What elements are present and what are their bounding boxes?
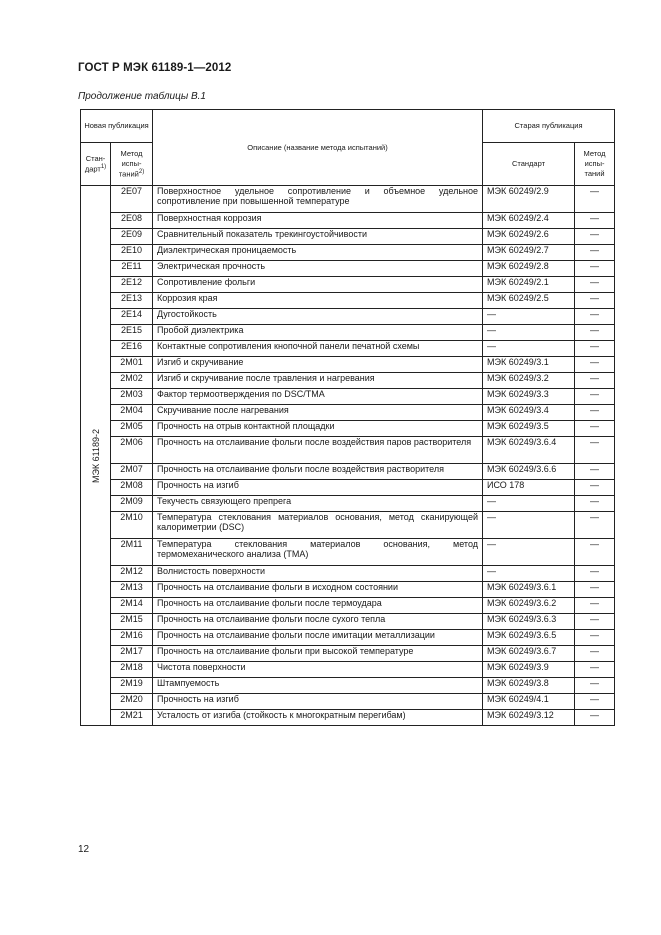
old-standard: МЭК 60249/3.9 [483,662,575,678]
method-code: 2M06 [111,437,153,464]
method-code: 2M08 [111,480,153,496]
old-method: — [575,389,615,405]
method-code: 2M20 [111,694,153,710]
description: Изгиб и скручивание после травления и нагревания [153,373,483,389]
old-standard: МЭК 60249/3.6.6 [483,464,575,480]
header-new-publication: Новая публикация [81,110,153,143]
method-code: 2M11 [111,539,153,566]
old-standard: МЭК 60249/3.1 [483,357,575,373]
method-code: 2M12 [111,566,153,582]
old-standard: МЭК 60249/3.4 [483,405,575,421]
table-row [81,512,615,539]
description: Дугостойкость [153,309,483,325]
old-standard: МЭК 60249/3.6.5 [483,630,575,646]
old-method: — [575,480,615,496]
table-row [81,341,615,357]
description: Прочность на отслаивание фольги после имитации металлизации [153,630,483,646]
old-standard: МЭК 60249/3.6.3 [483,614,575,630]
table-row [81,646,615,662]
description: Температура стеклования материалов основания, метод термомеханического анализа (TMA) [153,539,483,566]
description: Прочность на изгиб [153,694,483,710]
old-standard: МЭК 60249/3.6.4 [483,437,575,464]
old-standard: МЭК 60249/3.5 [483,421,575,437]
standard-name: МЭК 61189-2 [90,428,101,483]
methods-table [80,109,615,726]
method-code: 2E11 [111,261,153,277]
description: Штампуемость [153,678,483,694]
old-standard: МЭК 60249/3.12 [483,710,575,726]
old-method: — [575,373,615,389]
description: Чистота поверхности [153,662,483,678]
old-method: — [575,582,615,598]
method-code: 2M21 [111,710,153,726]
old-method: — [575,277,615,293]
old-method: — [575,694,615,710]
method-code: 2M17 [111,646,153,662]
old-method: — [575,539,615,566]
old-standard: — [483,341,575,357]
table-row [81,309,615,325]
table-row [81,480,615,496]
method-code: 2M18 [111,662,153,678]
header-description: Описание (название метода испытаний) [153,110,483,186]
table-row [81,357,615,373]
description: Текучесть связующего препрега [153,496,483,512]
description: Сравнительный показатель трекингоустойчивости [153,229,483,245]
table-row [81,421,615,437]
header-old-method: Метод испы-таний [575,143,615,186]
old-method: — [575,261,615,277]
old-standard: — [483,309,575,325]
table-row [81,582,615,598]
description: Прочность на отслаивание фольги при высокой температуре [153,646,483,662]
method-code: 2M16 [111,630,153,646]
table-row [81,325,615,341]
description: Поверхностная коррозия [153,213,483,229]
old-standard: МЭК 60249/2.8 [483,261,575,277]
document-title: ГОСТ Р МЭК 61189-1—2012 [78,62,232,74]
old-method: — [575,341,615,357]
old-method: — [575,357,615,373]
old-standard: МЭК 60249/3.8 [483,678,575,694]
old-method: — [575,464,615,480]
description: Диэлектрическая проницаемость [153,245,483,261]
old-method: — [575,229,615,245]
table-row [81,598,615,614]
old-method: — [575,213,615,229]
table-row [81,678,615,694]
method-code: 2M05 [111,421,153,437]
old-method: — [575,245,615,261]
description: Изгиб и скручивание [153,357,483,373]
old-method: — [575,405,615,421]
old-standard: МЭК 60249/3.6.7 [483,646,575,662]
header-old-publication: Старая публикация [483,110,615,143]
description: Прочность на изгиб [153,480,483,496]
description: Прочность на отрыв контактной площадки [153,421,483,437]
description: Поверхностное удельное сопротивление и объемное удельное сопротивление при повышенной температуре [153,186,483,213]
table-row [81,464,615,480]
old-standard: МЭК 60249/2.5 [483,293,575,309]
old-standard: МЭК 60249/2.1 [483,277,575,293]
table-row [81,229,615,245]
method-code: 2M01 [111,357,153,373]
table-body [81,186,615,726]
old-method: — [575,309,615,325]
method-code: 2M14 [111,598,153,614]
old-method: — [575,325,615,341]
method-code: 2M04 [111,405,153,421]
old-method: — [575,293,615,309]
method-code: 2M07 [111,464,153,480]
method-code: 2E09 [111,229,153,245]
method-code: 2M09 [111,496,153,512]
table-row [81,566,615,582]
method-code: 2M13 [111,582,153,598]
standard-cell [81,186,111,726]
page-number: 12 [78,844,90,855]
description: Прочность на отслаивание фольги после сухого тепла [153,614,483,630]
table-row [81,213,615,229]
old-method: — [575,678,615,694]
header-method: Метод испы-таний$^{2)}$ [111,143,153,186]
table-row [81,405,615,421]
description: Прочность на отслаивание фольги после воздействия паров растворителя [153,437,483,464]
old-standard: МЭК 60249/2.4 [483,213,575,229]
method-code: 2E08 [111,213,153,229]
method-code: 2E15 [111,325,153,341]
table-row [81,293,615,309]
table-row [81,630,615,646]
old-standard: МЭК 60249/2.6 [483,229,575,245]
old-standard: МЭК 60249/3.6.1 [483,582,575,598]
description: Прочность на отслаивание фольги после термоудара [153,598,483,614]
table-row [81,710,615,726]
description: Усталость от изгиба (стойкость к многократным перегибам) [153,710,483,726]
old-standard: — [483,539,575,566]
table-row [81,437,615,464]
method-code: 2E14 [111,309,153,325]
old-standard: МЭК 60249/4.1 [483,694,575,710]
description: Волнистость поверхности [153,566,483,582]
old-standard: — [483,512,575,539]
method-code: 2M19 [111,678,153,694]
old-method: — [575,662,615,678]
old-standard: — [483,496,575,512]
table-row [81,662,615,678]
description: Пробой диэлектрика [153,325,483,341]
description: Прочность на отслаивание фольги после воздействия растворителя [153,464,483,480]
table-row [81,245,615,261]
table-row [81,496,615,512]
old-method: — [575,437,615,464]
description: Скручивание после нагревания [153,405,483,421]
description: Температура стеклования материалов основания, метод сканирующей калориметрии (DSC) [153,512,483,539]
description: Контактные сопротивления кнопочной панели печатной схемы [153,341,483,357]
table-row [81,614,615,630]
old-standard: МЭК 60249/3.3 [483,389,575,405]
method-code: 2M10 [111,512,153,539]
method-code: 2M15 [111,614,153,630]
table-row [81,389,615,405]
old-method: — [575,598,615,614]
description: Коррозия края [153,293,483,309]
table-row [81,694,615,710]
description: Фактор термоотверждения по DSC/TMA [153,389,483,405]
old-method: — [575,512,615,539]
method-code: 2E10 [111,245,153,261]
old-method: — [575,421,615,437]
description: Сопротивление фольги [153,277,483,293]
table-row [81,277,615,293]
old-method: — [575,614,615,630]
old-standard: МЭК 60249/3.6.2 [483,598,575,614]
method-code: 2E16 [111,341,153,357]
old-method: — [575,496,615,512]
description: Прочность на отслаивание фольги в исходном состоянии [153,582,483,598]
method-code: 2E12 [111,277,153,293]
old-method: — [575,186,615,213]
old-method: — [575,630,615,646]
old-standard: — [483,325,575,341]
table-row [81,373,615,389]
old-standard: МЭК 60249/3.2 [483,373,575,389]
old-standard: МЭК 60249/2.7 [483,245,575,261]
old-method: — [575,646,615,662]
description: Электрическая прочность [153,261,483,277]
table-row [81,261,615,277]
old-method: — [575,710,615,726]
method-code: 2M03 [111,389,153,405]
table-row [81,539,615,566]
old-standard: МЭК 60249/2.9 [483,186,575,213]
old-standard: — [483,566,575,582]
header-old-standard: Стандарт [483,143,575,186]
header-standard: Стан-дарт$^{1)}$ [81,143,111,186]
method-code: 2E13 [111,293,153,309]
old-standard: ИСО 178 [483,480,575,496]
method-code: 2M02 [111,373,153,389]
table-caption: Продолжение таблицы В.1 [78,91,206,102]
table-row [81,186,615,213]
old-method: — [575,566,615,582]
method-code: 2E07 [111,186,153,213]
